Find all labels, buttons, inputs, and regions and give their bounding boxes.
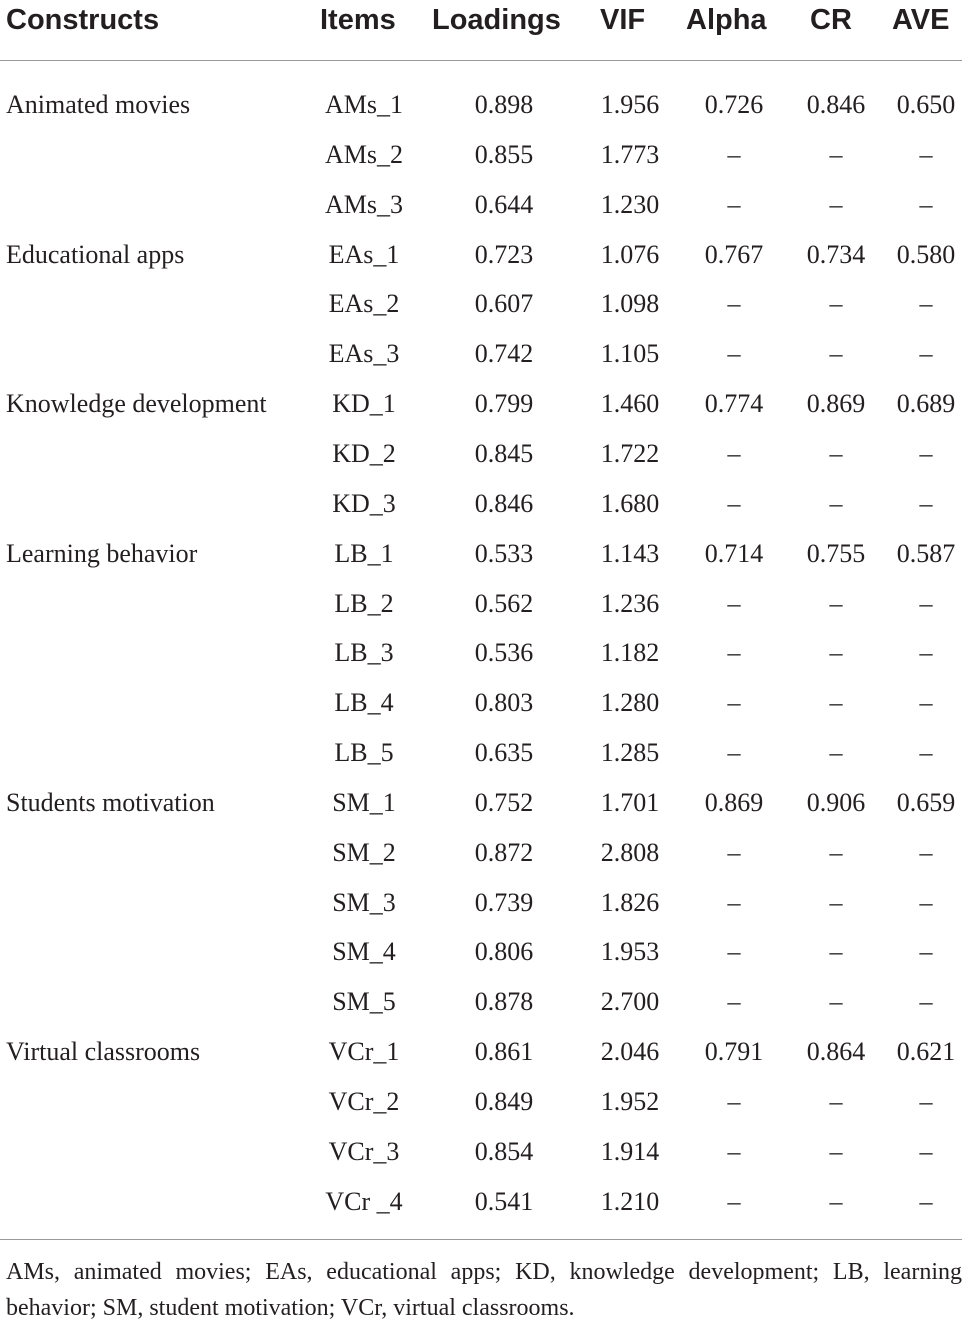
construct-cell [6,279,306,329]
loading-cell: 0.845 [474,438,534,468]
construct-cell: Learning behavior [6,538,198,568]
item-cell: EAs_1 [328,239,400,269]
vif-cell: 1.285 [600,738,660,768]
ave-cell: – [919,887,933,917]
alpha-cell: – [727,139,741,169]
table-row [0,230,968,280]
item-cell: AMs_2 [324,139,403,169]
alpha-cell: – [727,339,741,369]
construct-cell [6,479,306,529]
vif-cell: 1.236 [600,588,660,618]
loading-cell: 0.872 [474,837,534,867]
cr-cell: – [829,1087,843,1116]
loading-cell: 0.861 [474,1037,534,1067]
vif-cell: 1.914 [600,1136,660,1166]
cr-cell: 0.906 [806,787,866,817]
item-cell: SM_4 [332,937,396,967]
loading-cell: 0.723 [474,239,534,269]
alpha-cell: – [727,738,741,768]
cr-cell: – [829,339,843,369]
table-row [0,728,968,778]
item-cell: SM_3 [332,887,396,917]
construct-cell [6,927,306,977]
vif-cell: 1.182 [600,638,660,668]
ave-cell: 0.650 [896,90,956,119]
item-cell: EAs_3 [328,339,400,369]
construct-cell [6,579,306,629]
cr-cell: – [829,1186,843,1216]
loading-cell: 0.799 [474,389,534,419]
item-cell: SM_1 [332,787,396,817]
item-cell: LB_5 [334,738,394,768]
bottom-rule [0,1239,962,1240]
vif-cell: 1.956 [600,90,660,119]
alpha-cell: 0.714 [704,538,764,568]
construct-cell [6,977,306,1027]
cr-cell: – [829,438,843,468]
construct-cell [6,180,306,230]
item-cell: LB_2 [334,588,394,618]
cr-cell: – [829,837,843,867]
ave-cell: – [919,139,933,169]
cr-cell: – [829,488,843,518]
cr-cell: – [829,638,843,668]
construct-cell [6,828,306,878]
table-row [0,1077,968,1127]
vif-cell: 1.076 [600,239,660,269]
vif-cell: 2.808 [600,837,660,867]
alpha-cell: – [727,588,741,618]
table-row [0,279,968,329]
table-row [0,1027,968,1077]
item-cell: VCr _4 [325,1186,403,1216]
loading-cell: 0.878 [474,987,534,1017]
construct-cell [6,628,306,678]
construct-cell: Knowledge development [6,389,267,419]
ave-cell: – [919,987,933,1017]
cr-cell: 0.869 [806,389,866,419]
table-row [0,579,968,629]
ave-cell: – [919,688,933,718]
construct-cell [6,728,306,778]
table-row [0,180,968,230]
ave-cell: 0.587 [896,538,956,568]
table-row [0,479,968,529]
ave-cell: 0.689 [896,389,956,419]
loading-cell: 0.635 [474,738,534,768]
vif-cell: 1.105 [600,339,660,369]
loading-cell: 0.803 [474,688,534,718]
cr-cell: 0.755 [806,538,866,568]
ave-cell: 0.621 [896,1037,956,1067]
alpha-cell: – [727,1087,741,1116]
loading-cell: 0.855 [474,139,534,169]
ave-cell: – [919,189,933,219]
ave-cell: – [919,289,933,319]
footnote: AMs, animated movies; EAs, educational apps; KD, knowledge development; LB, learning behavior; SM, student motivation; VCr, virtual classrooms. [6,1259,962,1321]
alpha-cell: – [727,189,741,219]
ave-cell: – [919,1186,933,1216]
alpha-cell: 0.869 [704,787,764,817]
loading-cell: 0.854 [474,1136,534,1166]
item-cell: AMs_1 [324,90,403,119]
construct-cell [6,1127,306,1177]
table-row [0,678,968,728]
item-cell: LB_1 [334,538,394,568]
vif-cell: 1.953 [600,937,660,967]
ave-cell: – [919,339,933,369]
item-cell: KD_2 [332,438,396,468]
ave-cell: – [919,638,933,668]
table-row [0,828,968,878]
loading-cell: 0.541 [474,1186,534,1216]
construct-cell [6,130,306,180]
vif-cell: 1.143 [600,538,660,568]
ave-cell: – [919,937,933,967]
table-row [0,329,968,379]
alpha-cell: – [727,638,741,668]
header-constructs: Constructs [6,4,160,36]
alpha-cell: – [727,1186,741,1216]
header-cr: CR [810,4,852,36]
construct-cell: Students motivation [6,787,215,817]
ave-cell: 0.580 [896,239,956,269]
cr-cell: – [829,937,843,967]
vif-cell: 1.701 [600,787,660,817]
ave-cell: – [919,438,933,468]
cr-cell: 0.846 [806,90,866,119]
construct-cell: Animated movies [6,90,191,119]
loading-cell: 0.536 [474,638,534,668]
alpha-cell: – [727,289,741,319]
vif-cell: 1.722 [600,438,660,468]
vif-cell: 1.680 [600,488,660,518]
ave-cell: – [919,738,933,768]
table-row [0,778,968,828]
ave-cell: – [919,1136,933,1166]
vif-cell: 1.460 [600,389,660,419]
vif-cell: 1.098 [600,289,660,319]
loading-cell: 0.752 [474,787,534,817]
alpha-cell: 0.774 [704,389,764,419]
table-row [0,977,968,1027]
item-cell: LB_3 [334,638,394,668]
item-cell: VCr_2 [328,1087,400,1116]
loading-cell: 0.644 [474,189,534,219]
construct-cell [6,678,306,728]
loading-cell: 0.806 [474,937,534,967]
construct-cell [6,429,306,479]
construct-cell: Educational apps [6,239,185,269]
ave-cell: – [919,837,933,867]
loading-cell: 0.898 [474,90,534,119]
item-cell: EAs_2 [328,289,400,319]
ave-cell: – [919,1087,933,1116]
alpha-cell: – [727,937,741,967]
item-cell: KD_3 [332,488,396,518]
cr-cell: – [829,1136,843,1166]
alpha-cell: – [727,1136,741,1166]
alpha-cell: – [727,438,741,468]
vif-cell: 2.046 [600,1037,660,1067]
cr-cell: – [829,139,843,169]
header-rule [0,60,962,61]
alpha-cell: 0.767 [704,239,764,269]
alpha-cell: – [727,987,741,1017]
header-vif: VIF [600,4,646,36]
header-loadings: Loadings [432,4,561,36]
table-row [0,1127,968,1177]
construct-cell [6,878,306,928]
table-row [0,379,968,429]
table-row [0,130,968,180]
vif-cell: 1.952 [600,1087,660,1116]
table-row [0,80,968,130]
item-cell: VCr_1 [328,1037,400,1067]
cr-cell: – [829,738,843,768]
vif-cell: 1.773 [600,139,660,169]
table-row [0,878,968,928]
header-alpha: Alpha [686,4,767,36]
alpha-cell: – [727,488,741,518]
loading-cell: 0.849 [474,1087,534,1116]
table-row [0,927,968,977]
cr-cell: – [829,887,843,917]
alpha-cell: 0.791 [704,1037,764,1067]
construct-cell [6,1177,306,1227]
cr-cell: – [829,189,843,219]
vif-cell: 1.210 [600,1186,660,1216]
item-cell: LB_4 [334,688,394,718]
ave-cell: 0.659 [896,787,956,817]
ave-cell: – [919,488,933,518]
item-cell: KD_1 [332,389,396,419]
item-cell: SM_2 [332,837,396,867]
construct-cell: Virtual classrooms [6,1037,201,1067]
cr-cell: 0.864 [806,1037,866,1067]
vif-cell: 1.230 [600,189,660,219]
item-cell: SM_5 [332,987,396,1017]
construct-cell [6,329,306,379]
vif-cell: 1.826 [600,887,660,917]
header-items: Items [320,4,396,36]
cr-cell: – [829,987,843,1017]
cr-cell: – [829,588,843,618]
loading-cell: 0.562 [474,588,534,618]
cr-cell: 0.734 [806,239,866,269]
alpha-cell: 0.726 [704,90,764,119]
vif-cell: 1.280 [600,688,660,718]
alpha-cell: – [727,688,741,718]
item-cell: AMs_3 [324,189,403,219]
table-row [0,429,968,479]
loading-cell: 0.742 [474,339,534,369]
alpha-cell: – [727,837,741,867]
construct-cell [6,1077,306,1127]
loading-cell: 0.607 [474,289,534,319]
loading-cell: 0.533 [474,538,534,568]
loading-cell: 0.846 [474,488,534,518]
table-row [0,628,968,678]
item-cell: VCr_3 [328,1136,400,1166]
header-ave: AVE [892,4,950,36]
table-row [0,529,968,579]
vif-cell: 2.700 [600,987,660,1017]
ave-cell: – [919,588,933,618]
table-row [0,1177,968,1227]
alpha-cell: – [727,887,741,917]
cr-cell: – [829,289,843,319]
loading-cell: 0.739 [474,887,534,917]
cr-cell: – [829,688,843,718]
